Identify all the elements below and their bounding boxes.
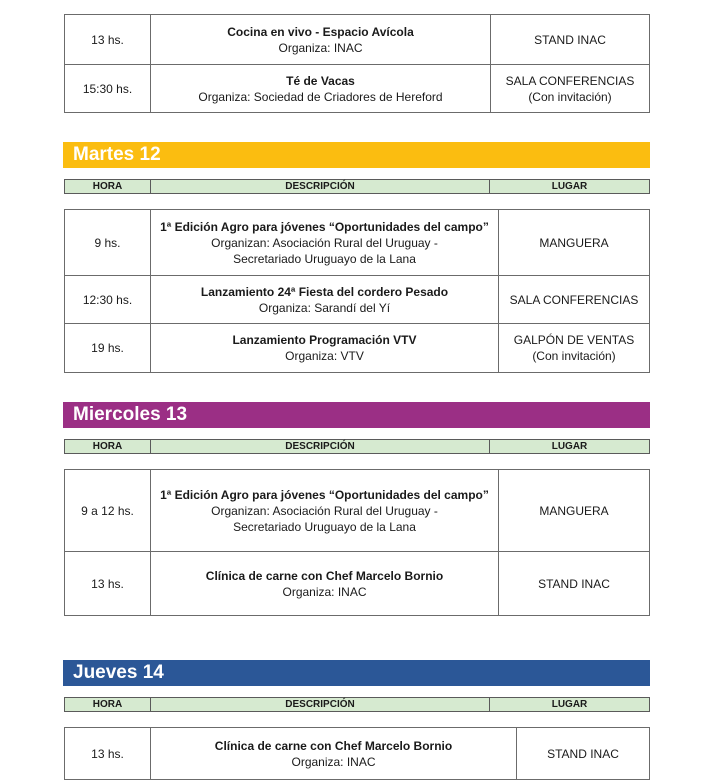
table-row (65, 552, 650, 616)
description-cell (151, 324, 499, 373)
time-cell: 9 hs. (65, 210, 151, 276)
header-hora: HORA (65, 180, 151, 194)
time-cell: 9 a 12 hs. (65, 470, 151, 552)
header-descripcion: DESCRIPCIÓN (151, 698, 490, 712)
time-cell: 12:30 hs. (65, 276, 151, 324)
schedule-table-continued (64, 14, 650, 113)
header-hora: HORA (65, 440, 151, 454)
place-text: STAND INAC (538, 576, 610, 591)
time-cell: 13 hs. (65, 552, 151, 616)
description-cell (151, 65, 491, 113)
event-title: 1ª Edición Agro para jóvenes “Oportunidades del campo” (160, 219, 489, 234)
day-banner-jueves: Jueves 14 (63, 660, 650, 686)
header-hora: HORA (65, 698, 151, 712)
table-row (65, 728, 650, 780)
table-row (65, 324, 650, 373)
time-cell: 19 hs. (65, 324, 151, 373)
place-text: STAND INAC (547, 746, 619, 761)
place-cell (499, 276, 650, 324)
header-descripcion: DESCRIPCIÓN (151, 440, 490, 454)
event-title: Té de Vacas (286, 73, 355, 88)
table-row (65, 65, 650, 113)
header-lugar: LUGAR (490, 180, 650, 194)
event-title: Cocina en vivo - Espacio Avícola (227, 24, 414, 39)
schedule-table-martes (64, 209, 650, 373)
place-text: SALA CONFERENCIAS (509, 292, 639, 307)
event-organizer: Organiza: INAC (291, 754, 376, 769)
place-cell (499, 210, 650, 276)
event-title: Lanzamiento 24ª Fiesta del cordero Pesado (200, 284, 449, 299)
event-organizer: Organizan: Asociación Rural del Uruguay - (211, 235, 438, 250)
place-cell (499, 470, 650, 552)
header-descripcion: DESCRIPCIÓN (151, 180, 490, 194)
schedule-table-miercoles (64, 469, 650, 616)
table-row (65, 470, 650, 552)
place-cell (491, 15, 650, 65)
event-title: Clínica de carne con Chef Marcelo Bornio (205, 568, 444, 583)
column-header (64, 697, 650, 712)
event-title: Clínica de carne con Chef Marcelo Bornio (214, 738, 453, 753)
event-organizer: Organizan: Asociación Rural del Uruguay - (211, 503, 438, 518)
description-cell (151, 552, 499, 616)
day-banner-miercoles: Miercoles 13 (63, 402, 650, 428)
place-text: MANGUERA (539, 503, 609, 518)
header-lugar: LUGAR (490, 698, 650, 712)
place-text: STAND INAC (534, 32, 606, 47)
table-row (65, 15, 650, 65)
event-organizer: Secretariado Uruguayo de la Lana (233, 519, 416, 534)
time-cell: 15:30 hs. (65, 65, 151, 113)
place-note: (Con invitación) (532, 349, 616, 363)
table-row (65, 210, 650, 276)
time-cell: 13 hs. (65, 15, 151, 65)
place-text: SALA CONFERENCIAS (505, 73, 635, 88)
place-cell (499, 324, 650, 373)
place-note: (Con invitación) (528, 89, 612, 104)
header-lugar: LUGAR (490, 440, 650, 454)
time-cell: 13 hs. (65, 728, 151, 780)
table-row (65, 276, 650, 324)
event-organizer: Organiza: INAC (282, 584, 367, 599)
place-text: MANGUERA (539, 235, 609, 250)
event-organizer: Organiza: VTV (285, 349, 364, 363)
description-cell (151, 210, 499, 276)
event-organizer: Organiza: INAC (278, 40, 363, 55)
place-cell (499, 552, 650, 616)
event-organizer: Secretariado Uruguayo de la Lana (233, 251, 416, 266)
description-cell (151, 728, 517, 780)
place-text: GALPÓN DE VENTAS (513, 333, 635, 347)
description-cell (151, 276, 499, 324)
place-cell (517, 728, 650, 780)
place-cell (491, 65, 650, 113)
event-organizer: Organiza: Sarandí del Yí (258, 300, 391, 315)
event-title: 1ª Edición Agro para jóvenes “Oportunidades del campo” (160, 487, 489, 502)
schedule-table-jueves (64, 727, 650, 780)
description-cell (151, 15, 491, 65)
day-banner-martes: Martes 12 (63, 142, 650, 168)
event-title: Lanzamiento Programación VTV (232, 333, 417, 347)
event-organizer: Organiza: Sociedad de Criadores de Hereford (198, 89, 443, 104)
column-header (64, 439, 650, 454)
column-header (64, 179, 650, 194)
description-cell (151, 470, 499, 552)
